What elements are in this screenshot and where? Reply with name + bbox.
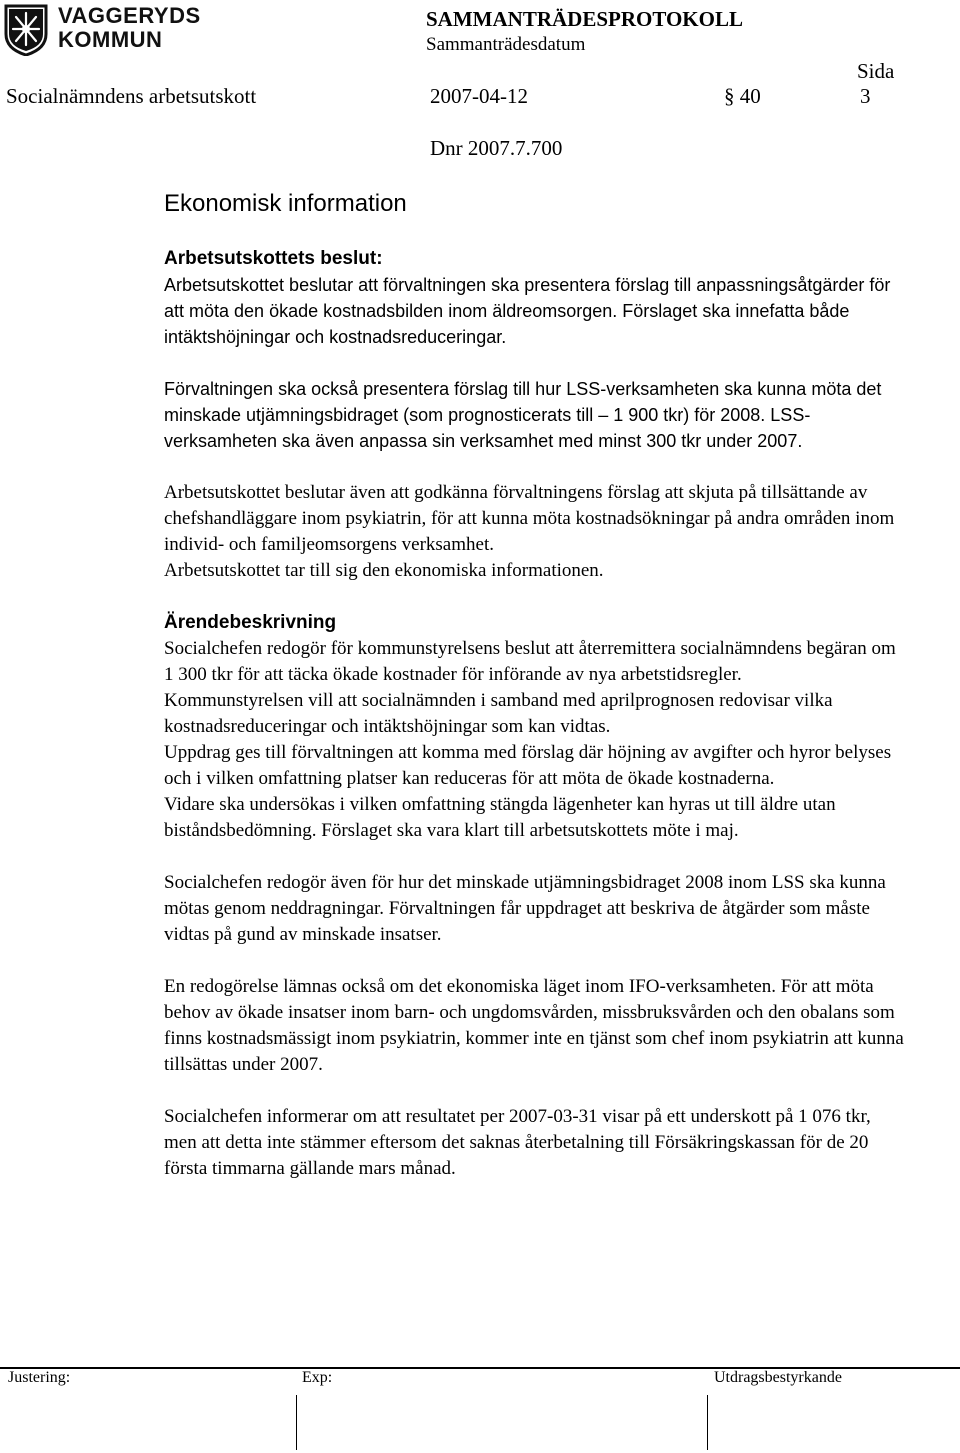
page-number: 3 (860, 84, 871, 108)
description-paragraph-1: Socialchefen redogör för kommunstyrelsens beslut att återremittera socialnämndens begäran om 1 300 tkr för att täcka ökade kostnader för införande av nya arbetstidsregler. (164, 638, 896, 685)
page-label: Sida (857, 59, 895, 83)
description-paragraph-7: Socialchefen informerar om att resultatet per 2007-03-31 visar på ett underskott på 1 076 tkr, men att detta inte stämmer eftersom det saknas återbetalning till Försäkringskassan för de 20 första timmarna gällande mars månad. (164, 1106, 871, 1179)
page-title: Ekonomisk information (164, 190, 407, 217)
document-body (164, 246, 904, 1182)
paragraph-number: § 40 (724, 84, 761, 108)
footer-separator-1 (296, 1395, 297, 1450)
description-paragraph-2: Kommunstyrelsen vill att socialnämnden i samband med aprilprognosen redovisar vilka kostnadsreduceringar och intäktshöjningar som kan vidtas. (164, 690, 833, 737)
committee-name: Socialnämndens arbetsutskott (6, 84, 257, 108)
diary-number: Dnr 2007.7.700 (430, 136, 563, 160)
meeting-date-label: Sammanträdesdatum (426, 34, 586, 55)
decision-paragraph-1: Arbetsutskottet beslutar att förvaltningen ska presentera förslag till anpassningsåtgärder för att möta den ökade kostnadsbilden inom äldreomsorgen. Förslaget ska innefatta både intäktshöjningar och kostnadsreduceringar. (164, 275, 891, 347)
description-paragraph-4: Vidare ska undersökas i vilken omfattning stängda lägenheter kan hyras ut till äldre utan biståndsbedömning. Förslaget ska vara klart till arbetsutskottets möte i maj. (164, 794, 836, 841)
decision-paragraph-4: Arbetsutskottet tar till sig den ekonomiska informationen. (164, 560, 604, 581)
justering-label: Justering: (8, 1369, 71, 1386)
municipality-logo-icon (3, 4, 49, 56)
brand-line-1: VAGGERYDS (58, 3, 201, 28)
description-heading: Ärendebeskrivning (164, 612, 337, 633)
utdrag-label: Utdragsbestyrkande (714, 1369, 842, 1386)
description-paragraph-5: Socialchefen redogör även för hur det minskade utjämningsbidraget 2008 inom LSS ska kunna mötas genom neddragningar. Förvaltningen får uppdraget att beskriva de åtgärder som måste vidtas på gund av minskade insatser. (164, 872, 886, 945)
exp-label: Exp: (302, 1369, 333, 1386)
brand-line-2: KOMMUN (58, 27, 163, 52)
document-type-title: SAMMANTRÄDESPROTOKOLL (426, 7, 743, 31)
decision-paragraph-2: Förvaltningen ska också presentera förslag till hur LSS-verksamheten ska kunna möta det minskade utjämningsbidraget (som prognosticerats till – 1 900 tkr) för 2008. LSS-verksamheten ska även anpassa sin verksamhet med minst 300 tkr under 2007. (164, 379, 882, 451)
decision-heading: Arbetsutskottets beslut: (164, 248, 383, 269)
meeting-date: 2007-04-12 (430, 84, 528, 108)
description-paragraph-3: Uppdrag ges till förvaltningen att komma med förslag där höjning av avgifter och hyror belyses och i vilken omfattning platser kan reduceras för att möta de ökade kostnaderna. (164, 742, 892, 789)
footer-separator-2 (707, 1395, 708, 1450)
decision-paragraph-3: Arbetsutskottet beslutar även att godkänna förvaltningens förslag att skjuta på tillsättande av chefshandläggare inom psykiatrin, för att kunna möta kostnadsökningar på andra områden inom individ- och familjeomsorgens verksamhet. (164, 482, 895, 555)
brand-name (58, 4, 201, 52)
description-paragraph-6: En redogörelse lämnas också om det ekonomiska läget inom IFO-verksamheten. För att möta behov av ökade insatser inom barn- och ungdomsvården, missbruksvården och den obalans som finns kostnadsmässigt inom psykiatrin, kommer inte en tjänst som chef inom psykiatrin att kunna tillsättas under 2007. (164, 976, 904, 1075)
